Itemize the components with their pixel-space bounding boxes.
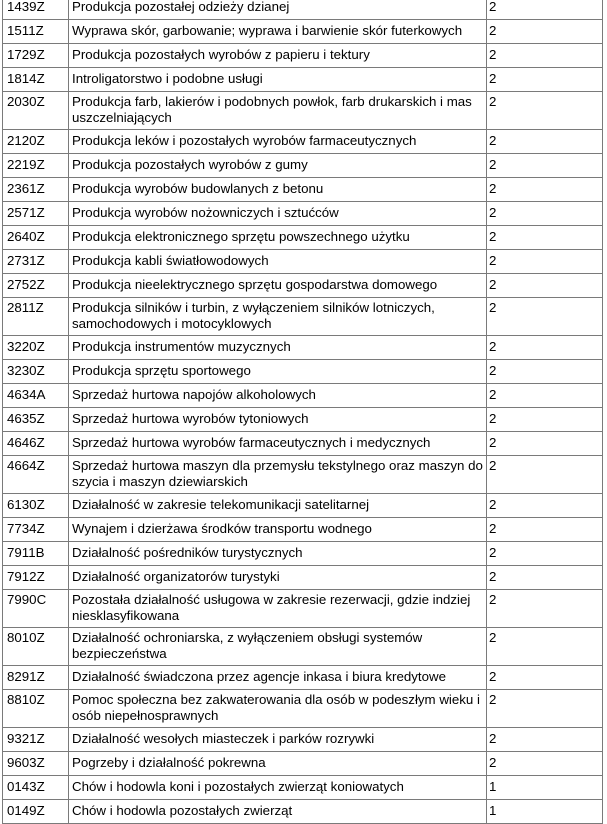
count-cell: 2 [487, 590, 603, 628]
count-cell: 2 [487, 44, 603, 68]
description-cell: Pozostała działalność usługowa w zakresie rezerwacji, gdzie indziej niesklasyfikowana [69, 590, 487, 628]
description-cell: Produkcja pozostałych wyrobów z papieru i tektury [69, 44, 487, 68]
pkd-table-body [3, 0, 603, 824]
count-cell: 2 [487, 154, 603, 178]
count-cell: 2 [487, 336, 603, 360]
table-row [3, 274, 603, 298]
pkd-code-cell: 4664Z [3, 456, 69, 494]
count-cell: 2 [487, 226, 603, 250]
description-cell: Produkcja wyrobów nożowniczych i sztućców [69, 202, 487, 226]
table-row [3, 92, 603, 130]
pkd-code-cell: 3230Z [3, 360, 69, 384]
pkd-code-cell: 2120Z [3, 130, 69, 154]
count-cell: 2 [487, 432, 603, 456]
description-cell: Sprzedaż hurtowa maszyn dla przemysłu tekstylnego oraz maszyn do szycia i maszyn dziewiarskich [69, 456, 487, 494]
description-cell: Sprzedaż hurtowa napojów alkoholowych [69, 384, 487, 408]
pkd-code-cell: 7990C [3, 590, 69, 628]
description-cell: Wyprawa skór, garbowanie; wyprawa i barwienie skór futerkowych [69, 20, 487, 44]
count-cell: 2 [487, 0, 603, 20]
description-cell: Produkcja pozostałej odzieży dzianej [69, 0, 487, 20]
table-row [3, 298, 603, 336]
count-cell: 2 [487, 494, 603, 518]
description-cell: Produkcja farb, lakierów i podobnych powłok, farb drukarskich i mas uszczelniających [69, 92, 487, 130]
pkd-code-cell: 9603Z [3, 752, 69, 776]
table-row [3, 360, 603, 384]
pkd-code-cell: 9321Z [3, 728, 69, 752]
description-cell: Działalność pośredników turystycznych [69, 542, 487, 566]
table-row [3, 130, 603, 154]
count-cell: 2 [487, 298, 603, 336]
description-cell: Działalność wesołych miasteczek i parków rozrywki [69, 728, 487, 752]
count-cell: 2 [487, 68, 603, 92]
count-cell: 2 [487, 542, 603, 566]
pkd-code-cell: 7912Z [3, 566, 69, 590]
pkd-code-cell: 4646Z [3, 432, 69, 456]
table-row [3, 250, 603, 274]
pkd-code-cell: 2219Z [3, 154, 69, 178]
count-cell: 2 [487, 408, 603, 432]
pkd-code-cell: 4635Z [3, 408, 69, 432]
count-cell: 2 [487, 130, 603, 154]
table-row [3, 494, 603, 518]
description-cell: Chów i hodowla koni i pozostałych zwierząt koniowatych [69, 776, 487, 800]
table-row [3, 408, 603, 432]
description-cell: Wynajem i dzierżawa środków transportu wodnego [69, 518, 487, 542]
description-cell: Sprzedaż hurtowa wyrobów farmaceutycznych i medycznych [69, 432, 487, 456]
pkd-code-cell: 2731Z [3, 250, 69, 274]
table-row [3, 384, 603, 408]
count-cell: 2 [487, 690, 603, 728]
table-row [3, 566, 603, 590]
table-row [3, 68, 603, 92]
description-cell: Chów i hodowla pozostałych zwierząt [69, 800, 487, 824]
table-row [3, 800, 603, 824]
table-row [3, 518, 603, 542]
description-cell: Działalność świadczona przez agencje inkasa i biura kredytowe [69, 666, 487, 690]
count-cell: 2 [487, 202, 603, 226]
description-cell: Działalność organizatorów turystyki [69, 566, 487, 590]
count-cell: 2 [487, 752, 603, 776]
pkd-code-cell: 6130Z [3, 494, 69, 518]
table-row [3, 590, 603, 628]
count-cell: 2 [487, 666, 603, 690]
pkd-code-cell: 1511Z [3, 20, 69, 44]
description-cell: Pogrzeby i działalność pokrewna [69, 752, 487, 776]
table-row [3, 456, 603, 494]
pkd-code-cell: 2640Z [3, 226, 69, 250]
description-cell: Produkcja elektronicznego sprzętu powszechnego użytku [69, 226, 487, 250]
pkd-code-cell: 4634A [3, 384, 69, 408]
table-row [3, 202, 603, 226]
table-row [3, 542, 603, 566]
table-row [3, 0, 603, 20]
pkd-code-cell: 2030Z [3, 92, 69, 130]
table-row [3, 226, 603, 250]
description-cell: Pomoc społeczna bez zakwaterowania dla osób w podeszłym wieku i osób niepełnosprawnych [69, 690, 487, 728]
pkd-code-cell: 1729Z [3, 44, 69, 68]
count-cell: 2 [487, 728, 603, 752]
description-cell: Produkcja leków i pozostałych wyrobów farmaceutycznych [69, 130, 487, 154]
count-cell: 1 [487, 776, 603, 800]
description-cell: Produkcja nieelektrycznego sprzętu gospodarstwa domowego [69, 274, 487, 298]
count-cell: 2 [487, 384, 603, 408]
pkd-code-cell: 7911B [3, 542, 69, 566]
count-cell: 2 [487, 274, 603, 298]
count-cell: 2 [487, 250, 603, 274]
description-cell: Produkcja wyrobów budowlanych z betonu [69, 178, 487, 202]
count-cell: 2 [487, 92, 603, 130]
description-cell: Produkcja kabli światłowodowych [69, 250, 487, 274]
pkd-code-cell: 2361Z [3, 178, 69, 202]
description-cell: Produkcja silników i turbin, z wyłączeniem silników lotniczych, samochodowych i motocyklowych [69, 298, 487, 336]
pkd-code-cell: 7734Z [3, 518, 69, 542]
pkd-code-cell: 8010Z [3, 628, 69, 666]
count-cell: 2 [487, 20, 603, 44]
count-cell: 2 [487, 456, 603, 494]
table-row [3, 432, 603, 456]
pkd-code-cell: 2752Z [3, 274, 69, 298]
table-row [3, 752, 603, 776]
table-row [3, 728, 603, 752]
description-cell: Sprzedaż hurtowa wyrobów tytoniowych [69, 408, 487, 432]
table-row [3, 44, 603, 68]
table-row [3, 178, 603, 202]
pkd-code-cell: 0143Z [3, 776, 69, 800]
table-row [3, 776, 603, 800]
description-cell: Introligatorstwo i podobne usługi [69, 68, 487, 92]
pkd-code-cell: 2811Z [3, 298, 69, 336]
table-row [3, 154, 603, 178]
pkd-code-cell: 2571Z [3, 202, 69, 226]
description-cell: Produkcja pozostałych wyrobów z gumy [69, 154, 487, 178]
description-cell: Produkcja sprzętu sportowego [69, 360, 487, 384]
description-cell: Działalność w zakresie telekomunikacji satelitarnej [69, 494, 487, 518]
pkd-code-cell: 8810Z [3, 690, 69, 728]
pkd-table [2, 0, 603, 824]
pkd-code-cell: 0149Z [3, 800, 69, 824]
table-row [3, 336, 603, 360]
count-cell: 2 [487, 566, 603, 590]
count-cell: 2 [487, 628, 603, 666]
table-row [3, 690, 603, 728]
count-cell: 2 [487, 518, 603, 542]
pkd-code-cell: 1439Z [3, 0, 69, 20]
table-row [3, 666, 603, 690]
count-cell: 1 [487, 800, 603, 824]
pkd-code-cell: 1814Z [3, 68, 69, 92]
count-cell: 2 [487, 178, 603, 202]
pkd-code-cell: 8291Z [3, 666, 69, 690]
description-cell: Produkcja instrumentów muzycznych [69, 336, 487, 360]
table-row [3, 20, 603, 44]
count-cell: 2 [487, 360, 603, 384]
description-cell: Działalność ochroniarska, z wyłączeniem obsługi systemów bezpieczeństwa [69, 628, 487, 666]
table-row [3, 628, 603, 666]
pkd-code-cell: 3220Z [3, 336, 69, 360]
